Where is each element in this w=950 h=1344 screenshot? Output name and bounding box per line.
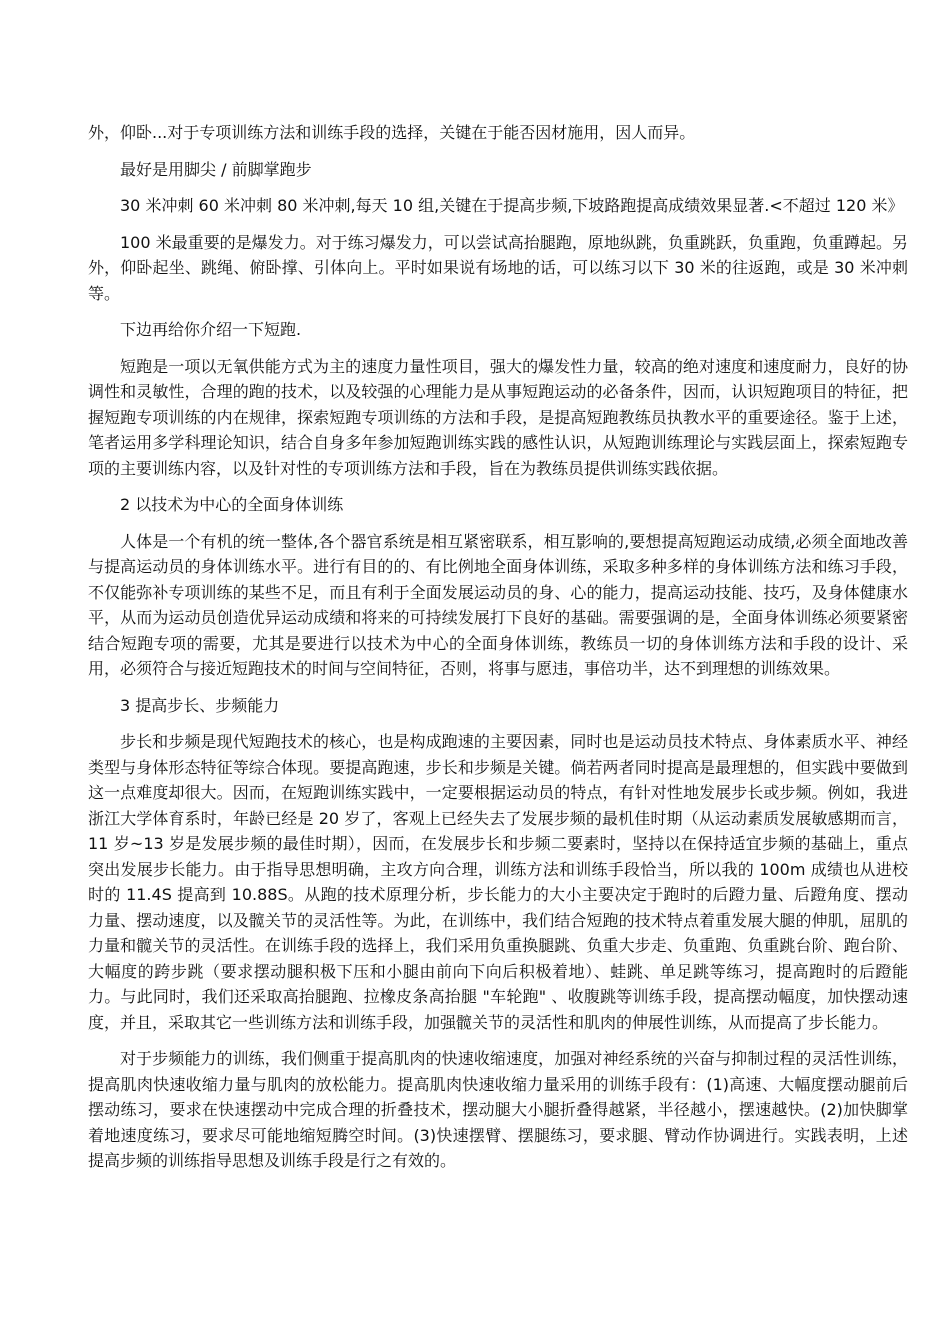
paragraph-intro-sprint: 下边再给你介绍一下短跑. [120,320,302,339]
section-heading-3: 3 提高步长、步频能力 [120,695,280,715]
paragraph-continuation: 外，仰卧...对于专项训练方法和训练手段的选择，关键在于能否因材施用，因人而异。 [88,123,696,142]
paragraph-body-training: 人体是一个有机的统一整体,各个器官系统是相互紧密联系，相互影响的,要想提高短跑运动成绩,必须全面地改善与提高运动员的身体训练水平。进行有目的的、有比例地全面身体训练，采取多种多样的身体训练方法和练习手段，不仅能弥补专项训练的某些不足，而且有利于全面发展运动员的身、心的能力，提高运动技能、技巧，及身体健康水平，从而为运动员创造优异运动成绩和将来的可持续发展打下良好的基础。需要强调的是，全面身体训练必须要紧密结合短跑专项的需要，尤其是要进行以技术为中心的全面身体训练，教练员一切的身体训练方法和手段的设计、采用，必须符合与接近短跑技术的时间与空间特征，否则，将事与愿违，事倍功半，达不到理想的训练效果。 [88,531,908,678]
section-heading-2: 2 以技术为中心的全面身体训练 [120,495,344,514]
paragraph-stride-frequency: 对于步频能力的训练，我们侧重于提高肌肉的快速收缩速度，加强对神经系统的兴奋与抑制过程的灵活性训练，提高肌肉快速收缩力量与肌肉的放松能力。提高肌肉快速收缩力量采用的训练手段有：(1)高速、大幅度摆动腿前后摆动练习，要求在快速摆动中完成合理的折叠技术，摆动腿大小腿折叠得越紧，半径越小，摆速越快。(2)加快脚掌着地速度练习，要求尽可能地缩短腾空时间。(3)快速摆臂、摆腿练习，要求腿、臂动作协调进行。实践表明，上述提高步频的训练指导思想及训练手段是行之有效的。 [88,1049,908,1170]
document-page [88,120,908,1185]
paragraph-running-tip: 最好是用脚尖 / 前脚掌跑步 [120,159,312,179]
paragraph-explosive-power: 100 米最重要的是爆发力。对于练习爆发力，可以尝试高抬腿跑，原地纵跳，负重跳跃，负重跑，负重蹲起。另外，仰卧起坐、跳绳、俯卧撑、引体向上。平时如果说有场地的话，可以练习以下 30 米的往返跑，或是 30 米冲刺等。 [88,232,908,303]
paragraph-sprint-drills: 30 米冲刺 60 米冲刺 80 米冲刺,每天 10 组,关键在于提高步频,下坡路跑提高成绩效果显著.<不超过 120 米》 [120,196,904,215]
paragraph-stride-length: 步长和步频是现代短跑技术的核心，也是构成跑速的主要因素，同时也是运动员技术特点、身体素质水平、神经类型与身体形态特征等综合体现。要提高跑速，步长和步频是关键。倘若两者同时提高是最理想的，但实践中要做到这一点难度却很大。因而，在短跑训练实践中，一定要根据运动员的特点，有针对性地发展步长或步频。例如，我进浙江大学体育系时，年龄已经是 20 岁了，客观上已经失去了发展步频的最机佳时期（从运动素质发展敏感期而言，11 岁~13 岁是发展步频的最佳时期），因而，在发展步长和步频二要素时，坚持以在保持适宜步频的基础上，重点突出发展步长能力。由于指导思想明确，主攻方向合理，训练方法和训练手段恰当，所以我的 100m 成绩也从进校时的 11.4S 提高到 10.88S。从跑的技术原理分析，步长能力的大小主要决定于跑时的后蹬力量、后蹬角度、摆动力量、摆动速度，以及髋关节的灵活性等。为此，在训练中，我们结合短跑的技术特点着重发展大腿的伸肌，屈肌的力量和髋关节的灵活性。在训练手段的选择上，我们采用负重换腿跳、负重大步走、负重跑、负重跳台阶、跑台阶、大幅度的跨步跳（要求摆动腿积极下压和小腿由前向下向后积极着地）、蛙跳、单足跳等练习，提高跑时的后蹬能力。与此同时，我们还采取高抬腿跑、拉橡皮条高抬腿 "车轮跑" 、收腹跳等训练手段，提高摆动幅度，加快摆动速度，并且，采取其它一些训练方法和训练手段，加强髋关节的灵活性和肌肉的伸展性训练，从而提高了步长能力。 [88,732,908,1032]
paragraph-sprint-overview: 短跑是一项以无氧供能方式为主的速度力量性项目，强大的爆发性力量，较高的绝对速度和速度耐力，良好的协调性和灵敏性，合理的跑的技术，以及较强的心理能力是从事短跑运动的必备条件，因而，认识短跑项目的特征，把握短跑专项训练的内在规律，探索短跑专项训练的方法和手段，是提高短跑教练员执教水平的重要途径。鉴于上述，笔者运用多学科理论知识，结合自身多年参加短跑训练实践的感性认识，从短跑训练理论与实践层面上，探索短跑专项的主要训练内容，以及针对性的专项训练方法和手段，旨在为教练员提供训练实践依据。 [88,356,908,478]
